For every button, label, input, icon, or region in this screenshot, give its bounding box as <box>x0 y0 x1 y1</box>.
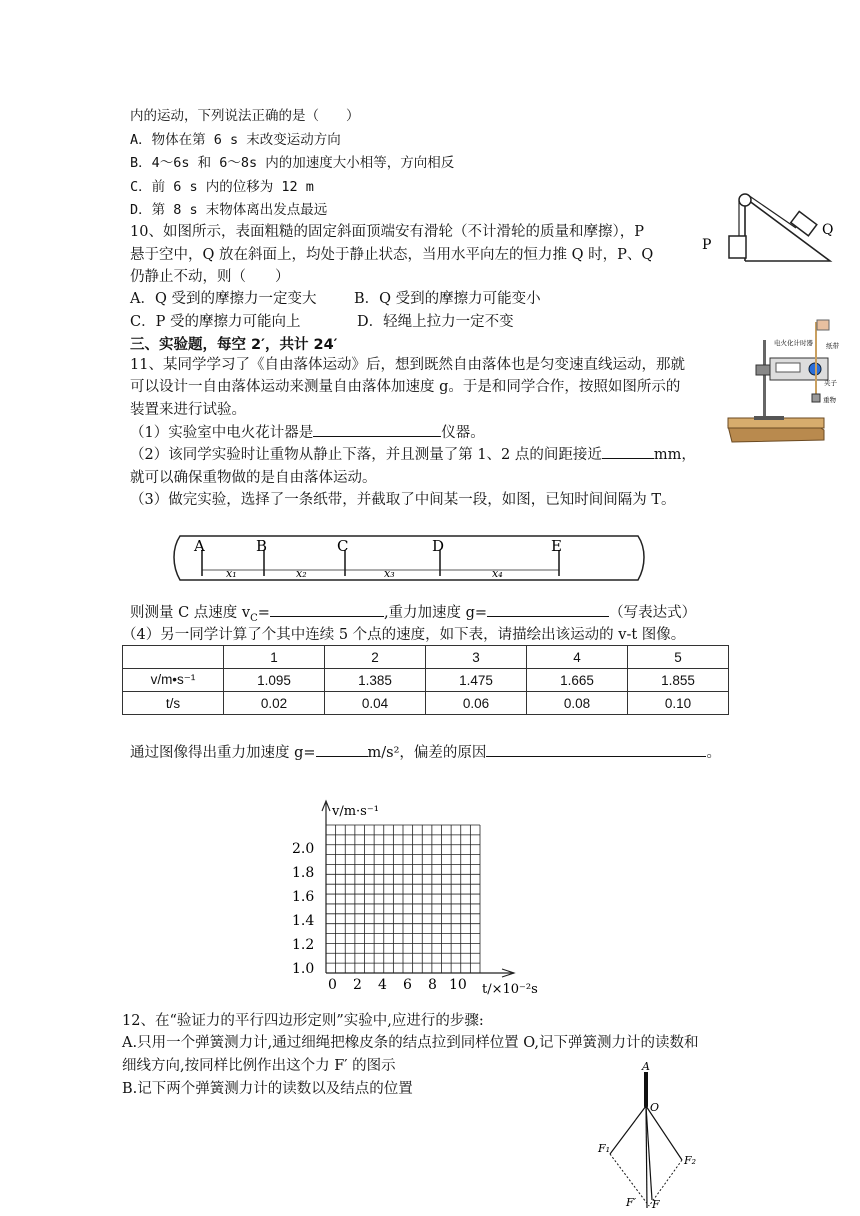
label-q: Q <box>822 222 834 238</box>
q10-line-1: 10、如图所示，表面粗糙的固定斜面顶端安有滑轮（不计滑轮的质量和摩擦），P <box>130 224 644 240</box>
q10-option-b: B．Q 受到的摩擦力可能变小 <box>354 291 541 307</box>
label-a: A <box>642 1060 650 1073</box>
q11-g-answer-line <box>130 744 721 762</box>
free-fall-apparatus-figure <box>722 318 846 448</box>
x-tick-label: 6 <box>403 977 412 993</box>
label-o: O <box>650 1101 660 1114</box>
table-cell: 5 <box>628 646 729 669</box>
x-tick-label: 10 <box>449 977 467 993</box>
table-cell: 1.475 <box>426 669 527 692</box>
y-axis-label: v/m·s⁻¹ <box>332 804 379 819</box>
clip-label: 夹子 <box>824 379 837 387</box>
tape-point-a: A <box>194 537 205 555</box>
answer-blank-g-expression[interactable] <box>487 604 609 617</box>
label-f2: F₂ <box>684 1154 697 1167</box>
table-cell: 2 <box>325 646 426 669</box>
table-cell: t/s <box>123 692 224 715</box>
q11-part-1 <box>130 424 485 442</box>
q11-line-3: 装置来进行试验。 <box>130 402 246 418</box>
table-cell: v/m•s⁻¹ <box>123 669 224 692</box>
answer-blank-vc[interactable] <box>270 604 384 617</box>
q11-part-2-text-b: mm， <box>653 447 696 463</box>
x-tick-label: 4 <box>378 977 387 993</box>
g-result-label: 通过图像得出重力加速度 g= <box>130 745 316 761</box>
answer-blank-g-value[interactable] <box>316 744 368 757</box>
q12-step-b: B.记下两个弹簧测力计的读数以及结点的位置 <box>122 1081 413 1097</box>
incline-pulley-figure <box>698 188 848 268</box>
q10-option-a: A．Q 受到的摩擦力一定变大 <box>130 291 317 307</box>
answer-blank-timer[interactable] <box>313 424 441 437</box>
velocity-table <box>122 645 729 715</box>
period: 。 <box>706 745 721 761</box>
y-tick-label: 2.0 <box>292 841 315 857</box>
tape-label: 纸带 <box>826 342 839 350</box>
table-header-row <box>123 646 729 669</box>
table-cell: 0.08 <box>527 692 628 715</box>
q12-step-a-1: A.只用一个弹簧测力计,通过细绳把橡皮条的结点拉到同样位置 O,记下弹簧测力计的读数和 <box>122 1035 699 1051</box>
label-f: F <box>652 1198 660 1211</box>
q9-option-a: A．物体在第 6 s 末改变运动方向 <box>130 132 341 148</box>
tape-segment-x3: x₃ <box>384 567 395 580</box>
table-row <box>123 669 729 692</box>
table-cell: 1 <box>224 646 325 669</box>
table-cell: 0.04 <box>325 692 426 715</box>
table-cell <box>123 646 224 669</box>
q11-line-1: 11、某同学学习了《自由落体运动》后，想到既然自由落体也是匀变速直线运动，那就 <box>130 357 685 373</box>
table-cell: 1.855 <box>628 669 729 692</box>
q9-option-b: B．4～6s 和 6～8s 内的加速度大小相等，方向相反 <box>130 155 455 171</box>
q12-title: 12、在“验证力的平行四边形定则”实验中,应进行的步骤: <box>122 1013 484 1029</box>
tape-point-b: B <box>256 537 268 555</box>
section-3-heading: 三、实验题，每空 2′，共计 24′ <box>130 337 338 353</box>
table-cell: 1.385 <box>325 669 426 692</box>
answer-blank-distance[interactable] <box>602 446 654 459</box>
label-f1: F₁ <box>598 1142 611 1155</box>
q11-part-4: （4）另一同学计算了个其中连续 5 个点的速度，如下表，请描绘出该运动的 v-t 图像。 <box>122 627 686 643</box>
vt-graph-grid <box>290 795 550 1005</box>
y-tick-label: 1.6 <box>292 889 315 905</box>
table-cell: 0.10 <box>628 692 729 715</box>
table-cell: 4 <box>527 646 628 669</box>
q10-option-c: C．P 受的摩擦力可能向上 <box>130 314 301 330</box>
force-parallelogram-figure <box>592 1060 712 1216</box>
tape-point-d: D <box>432 537 445 555</box>
q11-part-2-cont: 就可以确保重物做的是自由落体运动。 <box>130 470 377 486</box>
y-tick-label: 1.0 <box>292 961 315 977</box>
q10-line-2: 悬于空中，Q 放在斜面上，均处于静止状态，当用水平向左的恒力推 Q 时，P、Q <box>130 247 654 263</box>
tape-point-e: E <box>551 537 562 555</box>
vc-equals: = <box>257 605 270 621</box>
x-tick-label: 0 <box>328 977 337 993</box>
vc-label: 则测量 C 点速度 v <box>130 605 251 621</box>
y-tick-label: 1.2 <box>292 937 315 953</box>
q11-part-3-answers <box>130 604 696 628</box>
expression-note: （写表达式） <box>609 605 697 621</box>
y-tick-label: 1.4 <box>292 913 315 929</box>
table-cell: 0.02 <box>224 692 325 715</box>
q11-part-3: （3）做完实验，选择了一条纸带，并截取了中间某一段，如图，已知时间间隔为 T。 <box>130 492 676 508</box>
paper-tape-figure <box>170 532 654 584</box>
q10-line-3: 仍静止不动，则（ ） <box>130 269 290 285</box>
g-label: ,重力加速度 g= <box>383 605 488 621</box>
deviation-label: m/s²，偏差的原因 <box>367 745 487 761</box>
q11-part-1-text-b: 仪器。 <box>441 425 485 441</box>
tape-segment-x1: x₁ <box>226 567 237 580</box>
x-tick-label: 8 <box>428 977 437 993</box>
q11-line-2: 可以设计一自由落体运动来测量自由落体加速度 g。于是和同学合作，按照如图所示的 <box>130 379 681 395</box>
label-f-prime: F′ <box>626 1196 637 1209</box>
q10-option-d: D．轻绳上拉力一定不变 <box>357 314 514 330</box>
q9-option-c: C．前 6 s 内的位移为 12 m <box>130 179 314 195</box>
q9-option-d: D．第 8 s 末物体离出发点最远 <box>130 202 328 218</box>
q11-part-2 <box>130 446 696 464</box>
tape-segment-x2: x₂ <box>296 567 307 580</box>
table-cell: 1.095 <box>224 669 325 692</box>
answer-blank-deviation[interactable] <box>486 744 706 757</box>
q11-part-2-text-a: （2）该同学实验时让重物从静止下落，并且测量了第 1、2 点的间距接近 <box>130 447 602 463</box>
weight-label: 重物 <box>823 396 836 404</box>
timer-label: 电火化计时器 <box>774 339 813 347</box>
vc-subscript: C <box>250 612 258 624</box>
table-cell: 0.06 <box>426 692 527 715</box>
x-axis-label: t/×10⁻²s <box>482 982 538 997</box>
tape-segment-x4: x₄ <box>492 567 503 580</box>
x-tick-label: 2 <box>353 977 362 993</box>
table-cell: 3 <box>426 646 527 669</box>
table-cell: 1.665 <box>527 669 628 692</box>
q11-part-1-text-a: （1）实验室中电火花计器是 <box>130 425 314 441</box>
q12-step-a-2: 细线方向,按同样比例作出这个力 F′ 的图示 <box>122 1058 396 1074</box>
tape-point-c: C <box>337 537 349 555</box>
q9-stem-tail: 内的运动，下列说法正确的是（ ） <box>130 108 360 124</box>
y-tick-label: 1.8 <box>292 865 315 881</box>
table-row <box>123 692 729 715</box>
label-p: P <box>702 237 712 253</box>
